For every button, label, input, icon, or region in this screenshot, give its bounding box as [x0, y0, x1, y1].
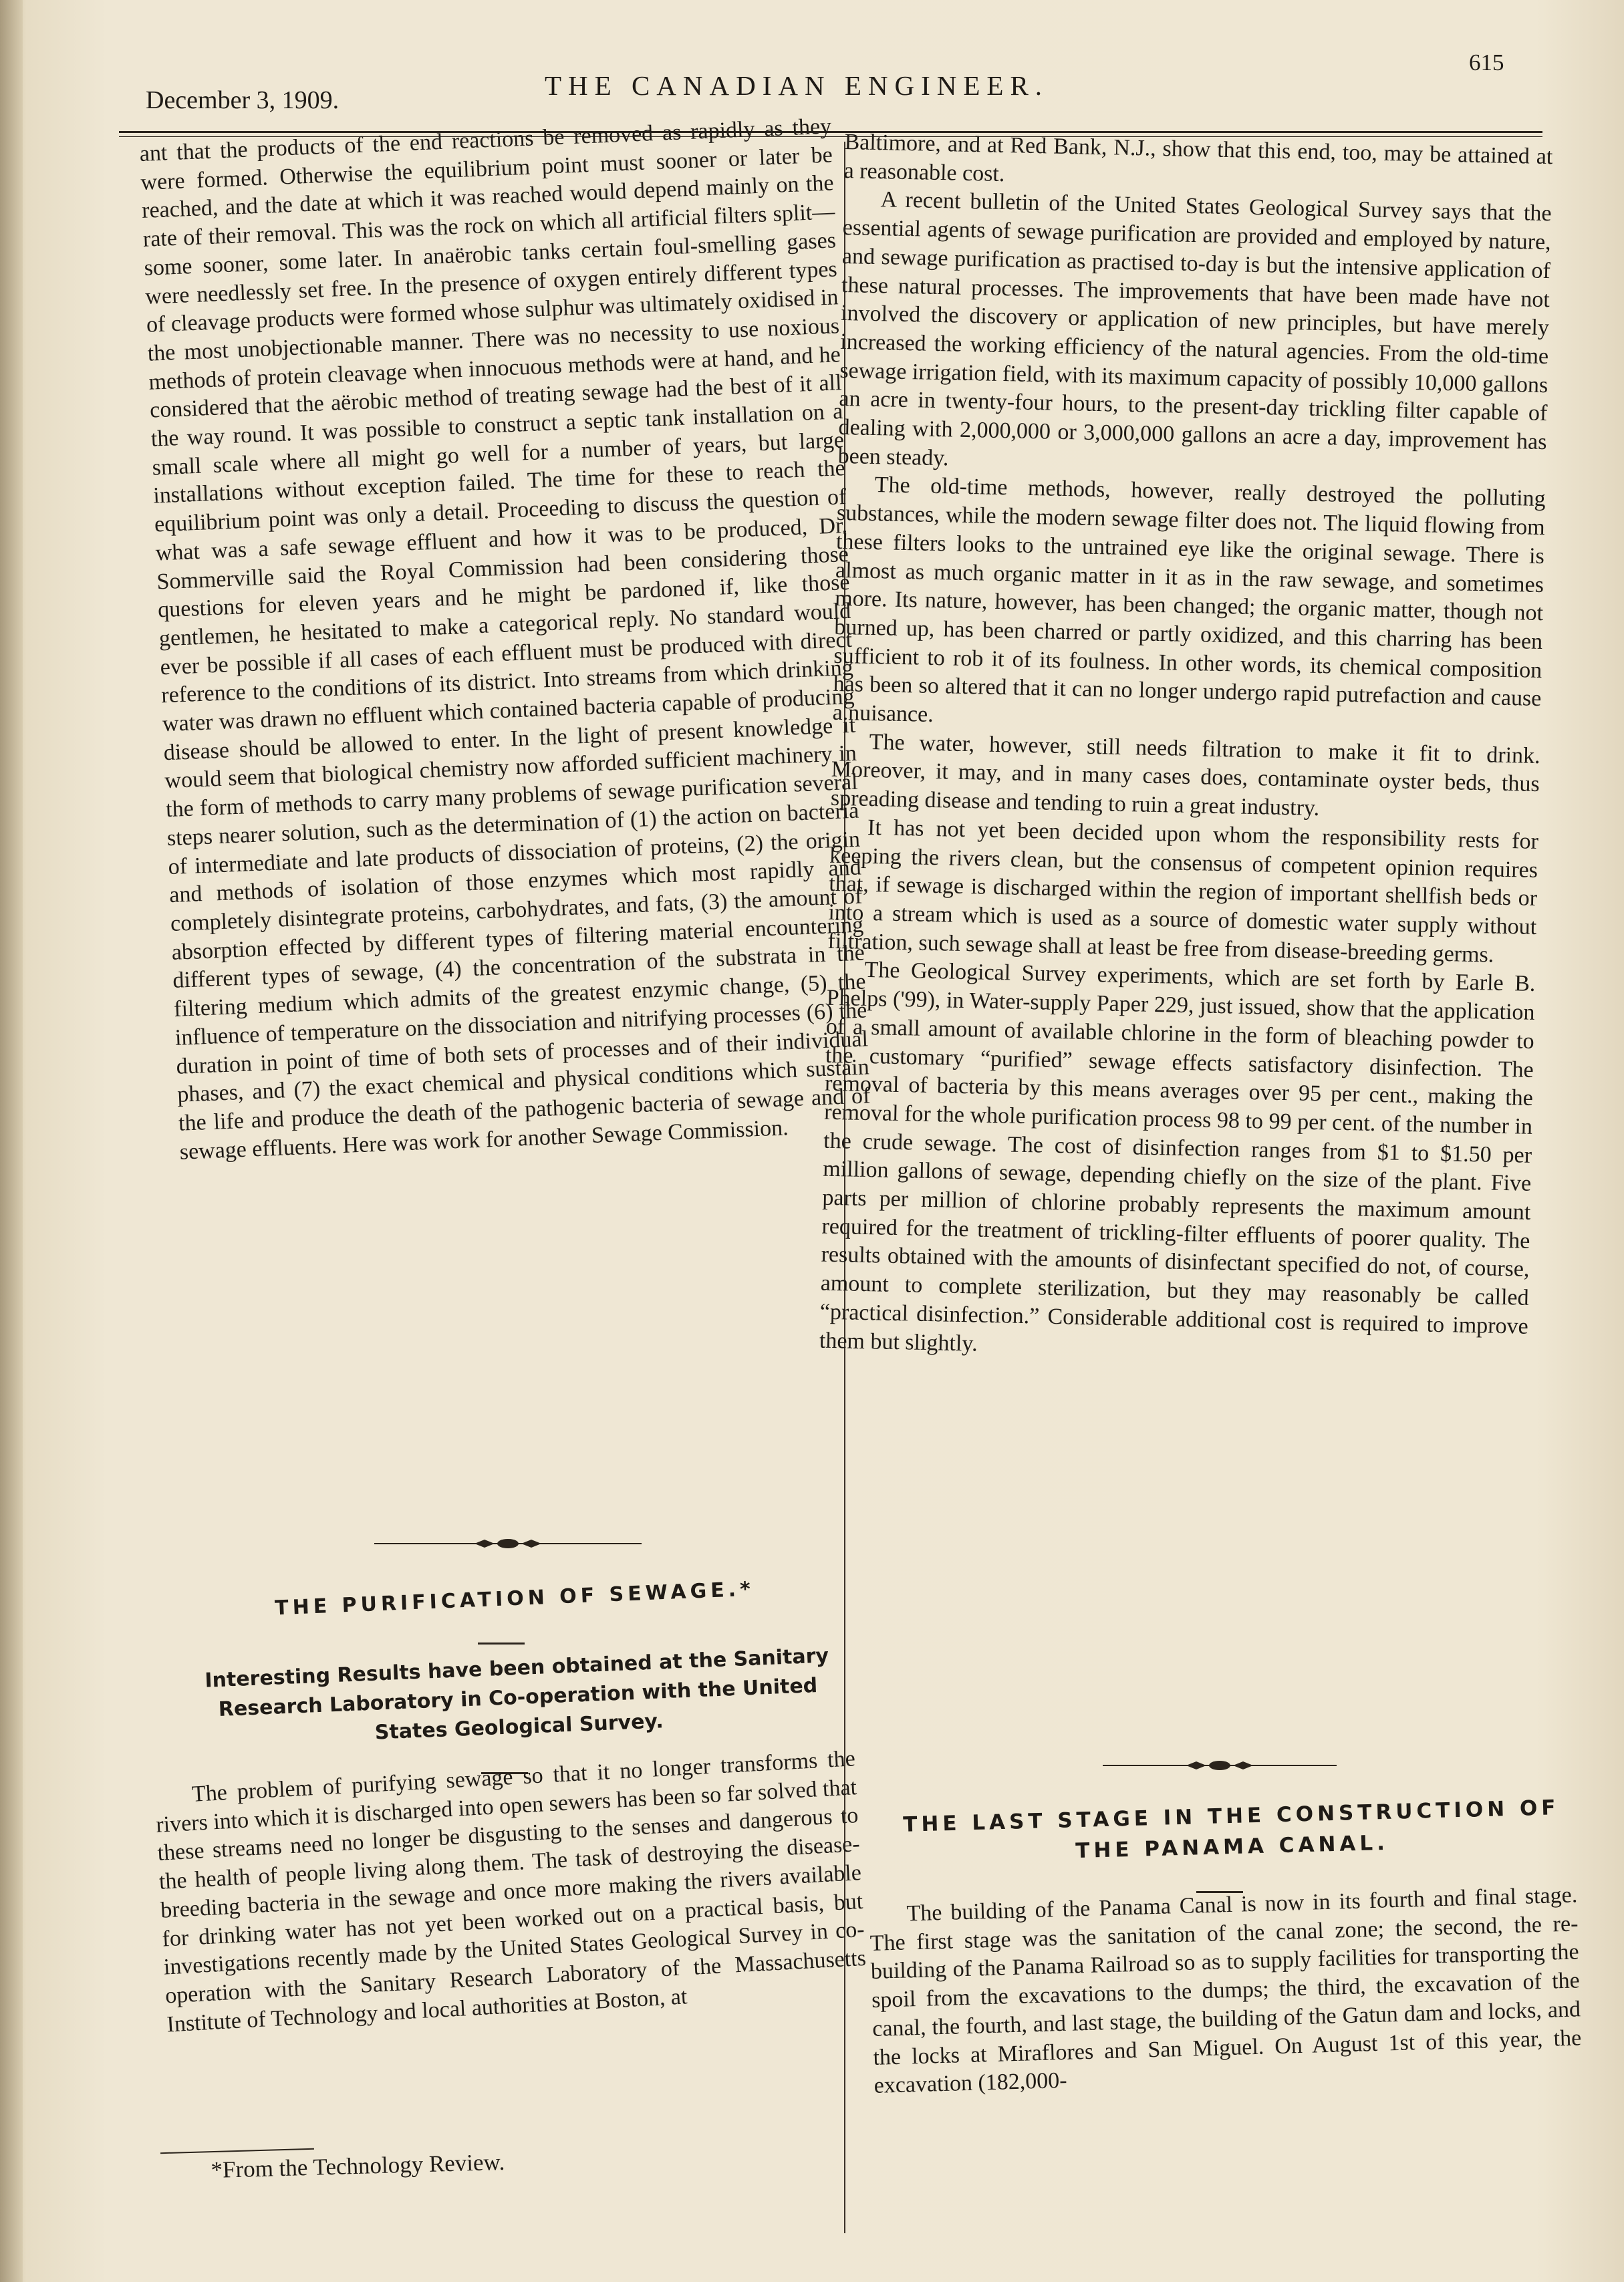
purification-article-body — [154, 1745, 868, 2039]
article-title-panama: THE LAST STAGE IN THE CONSTRUCTION OF THE PANAMA CANAL. — [902, 1796, 1560, 1864]
right-paragraph: The water, however, still needs filtration to make it fit to drink. Moreover, it may, and in many cases does, contaminate oyster beds, thus spreading disease and tending to ruin a great industry. — [830, 729, 1540, 821]
title-rule — [478, 1643, 525, 1645]
right-paragraph: The old-time methods, however, really destroyed the polluting substances, while the modern sewage filter does not. The liquid flowing from these filters looks to the untrained eye like the original sewage. There is almost as much organic matter in it as in the raw sewage, and sometimes more. Its nature, however, has been changed; the organic matter, though not burned up, has been charred or partly oxidized, and this charring has been sufficient to rob it of its foulness. In other words, its chemical composition has been so altered that it can no longer undergo rapid putrefaction and cause a nuisance. — [832, 472, 1546, 728]
article-subtitle: Interesting Results have been obtained at the Sanitary Research Laboratory in Co-operation with the United States Geological Survey. — [204, 1644, 829, 1745]
left-paragraph: ant that the products of the end reactions be removed as rapidly as they were formed. Otherwise the equilibrium point must sooner or later be reached, and the date at which it was reached would depend mainly on the rate of their removal. This was the rock on which all artificial filters split—some sooner, some later. In anaërobic tanks certain foul-smelling gases were needlessly set free. In the presence of oxygen entirely different types of cleavage products were formed whose sulphur was ultimately oxidised in the most unobjectionable manner. There was no necessity to use noxious methods of protein cleavage when innocuous methods were at hand, and he considered that the aërobic method of treating sewage had the best of it all the way round. It was possible to construct a septic tank installation on a small scale where all might go well for a number of years, but large installations without exception failed. The time for these to reach the equilibrium point was only a detail. Proceeding to discuss the question of what was a safe sewage effluent and how it was to be produced, Dr. Sommerville said the Royal Commission had been considering those questions for eleven years and he might be pardoned if, like those gentlemen, he hesitated to make a categorical reply. No standard would ever be possible if all cases of each effluent must be produced with direct reference to the conditions of its district. Into streams from which drinking water was drawn no effluent which contained bacteria capable of producing disease should be allowed to enter. In the light of present knowledge it would seem that biological chemistry now afforded sufficient machinery in the form of methods to carry many problems of sewage purification several steps nearer solution, such as the determination of (1) the action on bacteria of intermediate and late products of dissociation of proteins, (2) the origin and methods of isolation of those enzymes which most rapidly and completely disintegrate proteins, carbohydrates, and fats, (3) the amount of absorption effected by different types of filtering material encountering different types of sewage, (4) the concentration of the substrata in the filtering medium which admits of the greatest enzymic change, (5) the influence of temperature on the dissociation and nitrifying processes (6) the duration in point of time of both sets of processes and of their individual phases, and (7) the exact chemical and physical conditions which sustain the life and produce the death of the pathogenic bacteria of sewage and of sewage effluents. Here was work for another Sewage Commission. — [139, 114, 871, 1165]
page-number: 615 — [1469, 49, 1504, 76]
footnote: *From the Technology Review. — [211, 2148, 505, 2183]
right-column — [819, 128, 1553, 1370]
article-paragraph: The problem of purifying sewage so that it no longer transforms the rivers into which it is discharged into open sewers has been so far solved that these streams need no longer be disgusting to the senses and dangerous to the health of people living along them. The task of destroying the disease-breeding bacteria in the sewage and once more making the rivers available for drinking water has not yet been worked out on a practical basis, but investigations recently made by the United States Geological Survey in co-operation with the Sanitary Research Laboratory of the Massachusetts Institute of Technology and local authorities at Boston, at — [155, 1746, 867, 2037]
right-paragraph: The Geological Survey experiments, which are set forth by Earle B. Phelps ('99), in Water-supply Paper 229, just issued, show that the application of a small amount of available chlorine in the form of bleaching powder to the customary “purified” sewage effects satisfactory disinfection. The removal of bacteria by this means averages over 95 per cent., making the removal for the whole purification process 98 to 99 per cent. of the number in the crude sewage. The cost of disinfection ranges from $1 to $1.50 per million gallons of sewage, depending chiefly on the size of the plant. Five parts per million of chlorine probably represents the maximum amount required for the treatment of trickling-filter effluents of poorer quality. The results obtained with the amounts of disinfectant specified do not, of course, amount to complete sterilization, but they may reasonably be called “practical disinfection.” Considerable additional cost is required to improve them but slightly. — [819, 958, 1536, 1357]
footnote-rule — [160, 2148, 314, 2154]
left-column — [139, 112, 872, 1167]
ornament-divider — [1103, 1759, 1370, 1772]
right-paragraph: Baltimore, and at Red Bank, N.J., show that this end, too, may be attained at a reasonable cost. — [843, 129, 1553, 186]
right-paragraph: A recent bulletin of the United States Geological Survey says that the essential agents of sewage purification are provided and employed by nature, and sewage purification as practised to-day is but the intensive application of these natural processes. The improvements that have been made have not involved the discovery or application of new principles, but have merely increased the working efficiency of the natural agencies. From the old-time sewage irrigation field, with its maximum capacity of possibly 10,000 gallons an acre in twenty-four hours, to the present-day trickling filter capable of dealing with 2,000,000 or 3,000,000 gallons an acre a day, improvement has been steady. — [837, 187, 1552, 471]
issue-date: December 3, 1909. — [146, 86, 340, 114]
binding-edge — [0, 0, 23, 2282]
right-paragraph: It has not yet been decided upon whom the responsibility rests for keeping the rivers clean, but the consensus of competent opinion requires that, if sewage is discharged within the region of important shellfish beds or into a stream which is used as a source of domestic water supply without filtration, such sewage shall at least be free from disease-breeding germs. — [827, 815, 1539, 968]
article-title-purification: THE PURIFICATION OF SEWAGE.* — [274, 1577, 755, 1620]
publication-title: THE CANADIAN ENGINEER. — [545, 70, 1049, 101]
panama-article-body — [869, 1881, 1583, 2100]
article-paragraph: The building of the Panama Canal is now in its fourth and final stage. The first stage was the sanitation of the canal zone; the second, the re-building of the Panama Railroad so as to supply facilities for transporting the spoil from the excavations to the dumps; the third, the excavation of the canal, the fourth, and last stage, the building of the Gatun dam and locks, and the locks at Miraflores and San Miguel. On August 1st of this year, the excavation (182,000- — [869, 1882, 1582, 2099]
ornament-divider — [374, 1537, 642, 1550]
